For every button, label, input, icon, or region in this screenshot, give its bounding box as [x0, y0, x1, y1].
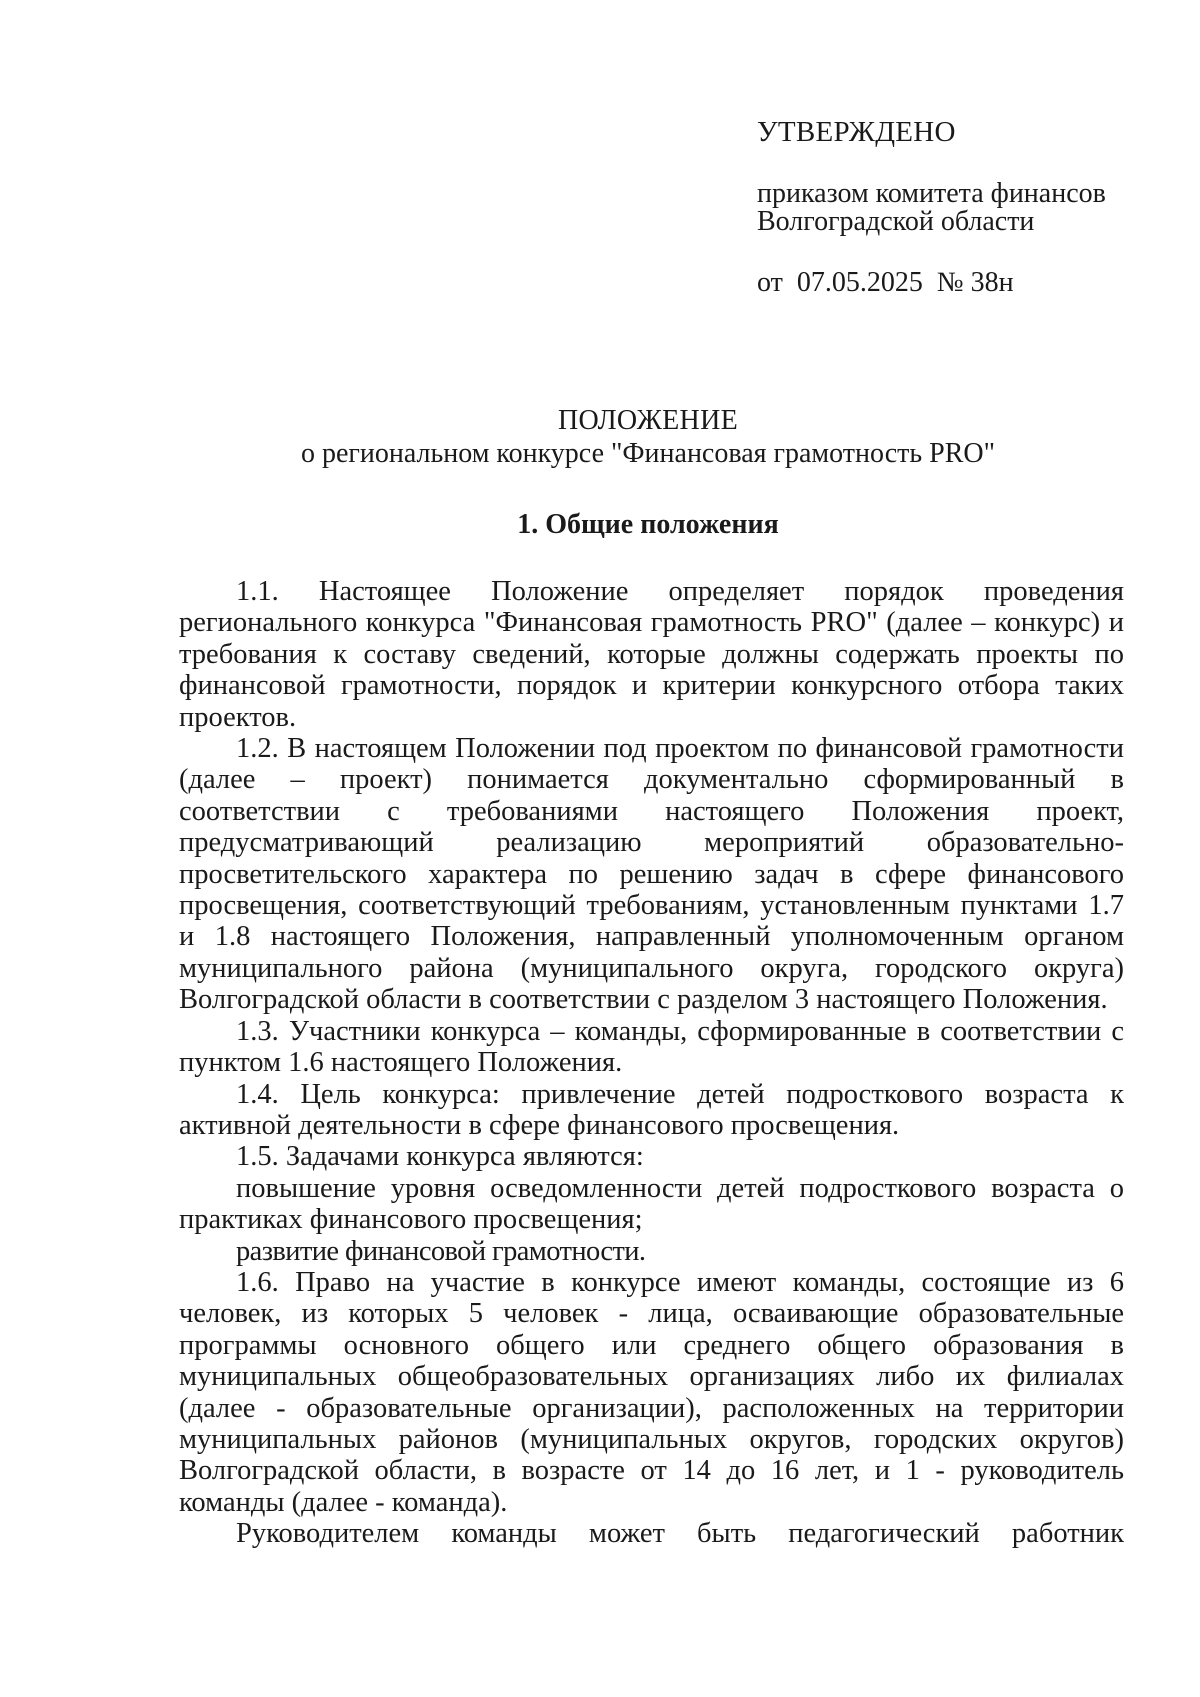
paragraph-1-2: 1.2. В настоящем Положении под проектом по финансовой грамотности (далее – проект) понимается документально сформированный в соответствии с требованиями настоящего Положения проект, предусматривающий реализацию мероприятий образовательно-просветительского характера по решению задач в сфере финансового просвещения, соответствующий требованиям, установленным пунктами 1.7 и 1.8 настоящего Положения, направленный уполномоченным органом муниципального района (муниципального округа, городского округа) Волгоградской области в соответствии с разделом 3 настоящего Положения.: [179, 733, 1124, 1016]
document-body: [179, 576, 1124, 1550]
paragraph-1-3: 1.3. Участники конкурса – команды, сформированные в соответствии с пунктом 1.6 настоящего Положения.: [179, 1015, 1124, 1079]
approval-block: [757, 118, 1157, 297]
paragraph-1-5: 1.5. Задачами конкурса являются:: [236, 1141, 644, 1173]
paragraph-1-5-item-a: повышение уровня осведомленности детей подросткового возраста о практиках финансового просвещения;: [179, 1172, 1124, 1236]
document-title-main: ПОЛОЖЕНИЕ: [558, 405, 738, 436]
approval-order-line1: приказом комитета финансов: [757, 178, 1106, 209]
paragraph-1-5-item-b: развитие финансовой грамотности.: [236, 1235, 646, 1267]
section-heading: 1. Общие положения: [517, 509, 779, 540]
paragraph-1-6: 1.6. Право на участие в конкурсе имеют команды, состоящие из 6 человек, из которых 5 человек - лица, осваивающие образовательные программы основного общего или среднего общего образования в муниципальных общеобразовательных организациях либо их филиалах (далее - образовательные организации), расположенных на территории муниципальных районов (муниципальных округов, городских округов) Волгоградской области, в возрасте от 14 до 16 лет, и 1 - руководитель команды (далее - команда).: [179, 1266, 1124, 1518]
document-title-subtitle: о региональном конкурсе "Финансовая грамотность PRO": [300, 438, 996, 469]
paragraph-1-6-continuation: Руководителем команды может быть педагогический работник: [236, 1518, 1124, 1550]
approval-order: [757, 180, 1157, 236]
approval-order-line2: Волгоградской области: [757, 206, 1035, 237]
document-title: [0, 404, 1200, 470]
approval-stamp: УТВЕРЖДЕНО: [757, 116, 956, 148]
paragraph-1-4: 1.4. Цель конкурса: привлечение детей подросткового возраста к активной деятельности в сфере финансового просвещения.: [179, 1078, 1124, 1141]
paragraph-1-1: 1.1. Настоящее Положение определяет порядок проведения регионального конкурса "Финансовая грамотность PRO" (далее – конкурс) и требования к составу сведений, которые должны содержать проекты по финансовой грамотности, порядок и критерии конкурсного отбора таких проектов.: [179, 576, 1124, 733]
approval-date: от 07.05.2025 № 38н: [757, 267, 1014, 298]
